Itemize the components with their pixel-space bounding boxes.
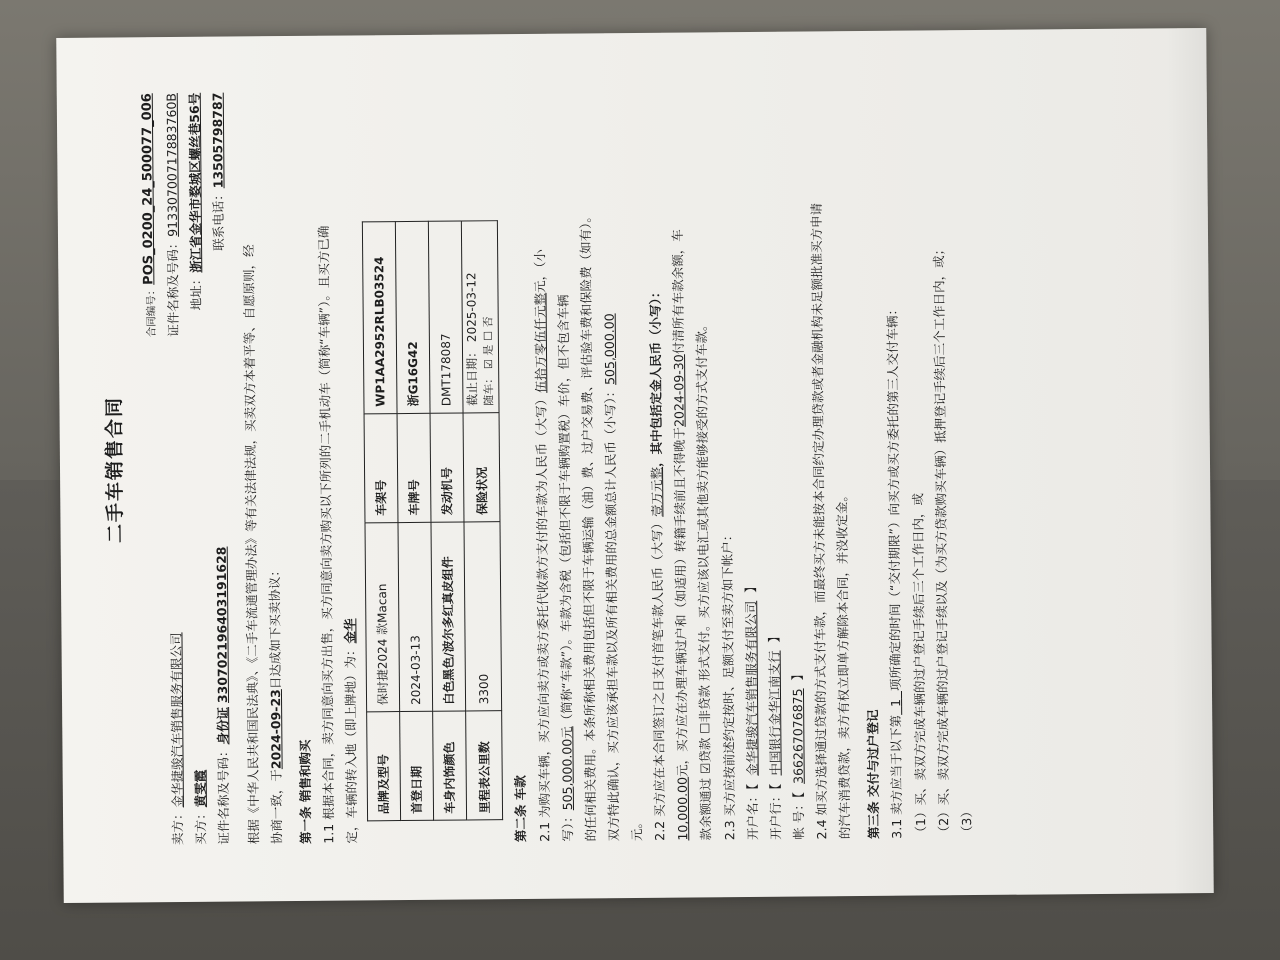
delivery-text: 项所确定的时间（“交付期限”）向买方或买方委托的第三人交付车辆： [884, 303, 904, 692]
delivery-option-label: 3.1 卖方应当于以下第 [888, 714, 905, 839]
price-label: 2.1 为购买车辆，买方应向卖方或卖方委托代收款方支付的车款为人民币（大写） [532, 392, 552, 842]
article-2-4-line-2: 的汽车消费贷款，卖方有权立即单方解除本合同，并没收定金。 [834, 489, 853, 840]
vin-value: WP1AA2952RLB03524 [363, 222, 398, 414]
article-2-1-line-5: 元。 [629, 815, 645, 842]
buyer-label: 买方： [193, 807, 209, 845]
delivery-option-number: 1 [888, 698, 904, 707]
plate-label: 车牌号 [397, 413, 431, 522]
contract-paper [56, 28, 1214, 903]
buyer-id-type: 身份证 [215, 707, 231, 745]
price-unit: 元，（小 [531, 249, 547, 294]
account-number-label: 帐 号： [790, 798, 807, 840]
delivery-option-3: （3） [958, 805, 975, 839]
delivery-option-1: （1）买、卖双方完成车辆的过户登记手续后三个工作日内，或 [909, 493, 928, 839]
intro-text-b: 日达成如下买卖协议： [266, 564, 283, 690]
buyer-phone: 13505798787 [210, 92, 227, 189]
total-label: 双方特此确认，买方应该承担车款以及所有相关费用的总金额总计人民币（小写）： [602, 384, 622, 842]
seller-label: 卖方： [170, 807, 186, 846]
intro-line-1: 根据《中华人民共和国民法典》、《二手车流通管理办法》等有关法律法规，买卖双方本着平等、自愿原则，经 [240, 244, 261, 845]
account-bank-row: 开户行：【 中国银行金华江南支行 】 [766, 630, 784, 840]
transfer-city-label: 定，车辆的转入地（即上牌地）为： [342, 643, 360, 844]
seller-id-label: 证件名称及号码： [165, 236, 182, 337]
article-2-2-line-3: 款余额通过 ☑贷款 ☐非贷款 形式支付。买方应该以电汇或其他卖方能够接受的方式支付车款。 [694, 318, 714, 841]
delivery-option-2: （2）买、卖双方完成车辆的过户登记手续以及（为买方贷款购买车辆）抵押登记手续后三个工作日内，或； [930, 242, 951, 839]
price-in-figures: 505,000.00元 [558, 726, 575, 811]
deposit-note: ，其中包括定金人民币（小写）： [647, 285, 665, 468]
brand-value: 保时捷2024 款Macan [365, 522, 400, 712]
buyer-name: 黄雯霞 [192, 769, 209, 808]
account-bank: 中国银行金华江南支行 [766, 650, 783, 776]
buyer-address: 浙江省金华市婺城区螺丝巷56号 [187, 92, 204, 273]
deposit-in-words: 壹万元整 [649, 466, 665, 518]
insurance-expire-label: 截止日期： [465, 345, 480, 407]
account-name-label: 开户名： [744, 789, 760, 841]
price-in-words: 伍拾万零伍仟元整 [531, 292, 548, 394]
reg-date-label: 首登日期 [400, 711, 434, 820]
account-name: 金华捷骏汽车销售服务有限公司 [742, 600, 760, 776]
table-row [396, 221, 434, 820]
contract-number-label: 合同编号： [145, 284, 158, 338]
transfer-city: 金华 [342, 618, 358, 644]
reg-date-value: 2024-03-13 [398, 522, 433, 712]
seller-id: 91330700717883760B [163, 92, 181, 237]
vin-label: 车架号 [364, 413, 398, 522]
phone-label: 联系电话： [211, 188, 227, 251]
brand-label: 品牌及型号 [367, 712, 401, 821]
balance-deadline: 2024-09-30 [671, 354, 687, 428]
balance-deadline-label: 元，买方应在办理车辆过户和（如适用）转籍手续前且不得晚于 [671, 426, 690, 778]
vehicle-table [362, 220, 503, 821]
insurance-label: 保险状况 [463, 412, 500, 521]
price-description: （简称“车款”）。车款为含税（包括但不限于车辆购置税）车价，但不包含车辆 [555, 294, 574, 727]
table-row [429, 221, 467, 820]
article-3-title: 第三条 交付与过户登记 [865, 709, 882, 839]
account-number: 366267076875 [789, 688, 806, 784]
contract-document [66, 40, 1203, 890]
mileage-label: 里程表公里数 [466, 711, 503, 820]
with-car-yes-checkbox: ☑ 是 [481, 344, 495, 370]
deposit-amount: 10,000.00 [674, 776, 691, 841]
deposit-label: 2.2 买方应在本合同签订之日支付首笔车款人民币（大写） [649, 516, 668, 841]
article-2-4-line-1: 2.4 如买方选择通过贷款的方式支付车款，而最终买方未能按本合同约定办理贷款或者金融机构未足额批准买方申请 [808, 202, 830, 840]
engine-label: 发动机号 [430, 413, 464, 522]
mileage-value: 3300 [464, 521, 502, 711]
address-label: 地址： [188, 272, 204, 311]
article-1-1-line-1: 1.1 根据本合同，卖方同意向买方出售，买方同意向卖方购买以下所列的二手机动车（简称“车辆”）。且买方已确 [315, 225, 337, 844]
plate-value: 浙G16G42 [396, 221, 431, 413]
buyer-id-label: 证件名称及号码： [215, 744, 232, 845]
seller-name: 金华捷骏汽车销售服务有限公司 [168, 632, 186, 808]
account-number-row: 帐 号：【 366267076875 】 [789, 667, 807, 840]
article-2-1-line-3: 的任何相关费用。本条所称相关费用包括但不限于车辆运输（油）费、过户交易费、评估验车费和保险费（如有）。 [577, 210, 599, 842]
contract-title: 二手车销售合同 [103, 395, 127, 544]
intro-text-a: 协商一致，于 [268, 769, 284, 845]
color-value: 白色黑色/波尔多红真皮组件 [431, 522, 466, 712]
account-bank-label: 开户行： [767, 789, 784, 840]
insurance-value [462, 221, 500, 413]
with-car-label: 随车： [481, 372, 496, 406]
contract-number: POS_0200_24_500077_006 [139, 93, 157, 285]
total-amount: 505,000.00 [601, 313, 618, 386]
insurance-expire-date: 2025-03-12 [464, 272, 480, 343]
article-1-title: 第一条 销售和购买 [297, 739, 314, 844]
engine-value: DMT178087 [429, 221, 464, 413]
table-row [462, 221, 503, 820]
price-small-label: 写）： [559, 810, 575, 842]
table-row [363, 222, 401, 821]
buyer-id-number: 330702196403191628 [214, 546, 231, 704]
with-car-no-checkbox: ☐ 否 [481, 316, 495, 341]
color-label: 车身内饰颜色 [433, 711, 467, 820]
article-2-3: 2.3 买方应按前述约定按时、足额支付至卖方如下帐户： [719, 528, 737, 841]
account-name-row: 开户名：【 金华捷骏汽车销售服务有限公司 】 [742, 580, 760, 841]
agreement-date: 2024-09-23 [267, 689, 284, 770]
balance-text: 付清所有车款余额，车 [670, 229, 687, 355]
article-2-title: 第二条 车款 [513, 775, 529, 843]
